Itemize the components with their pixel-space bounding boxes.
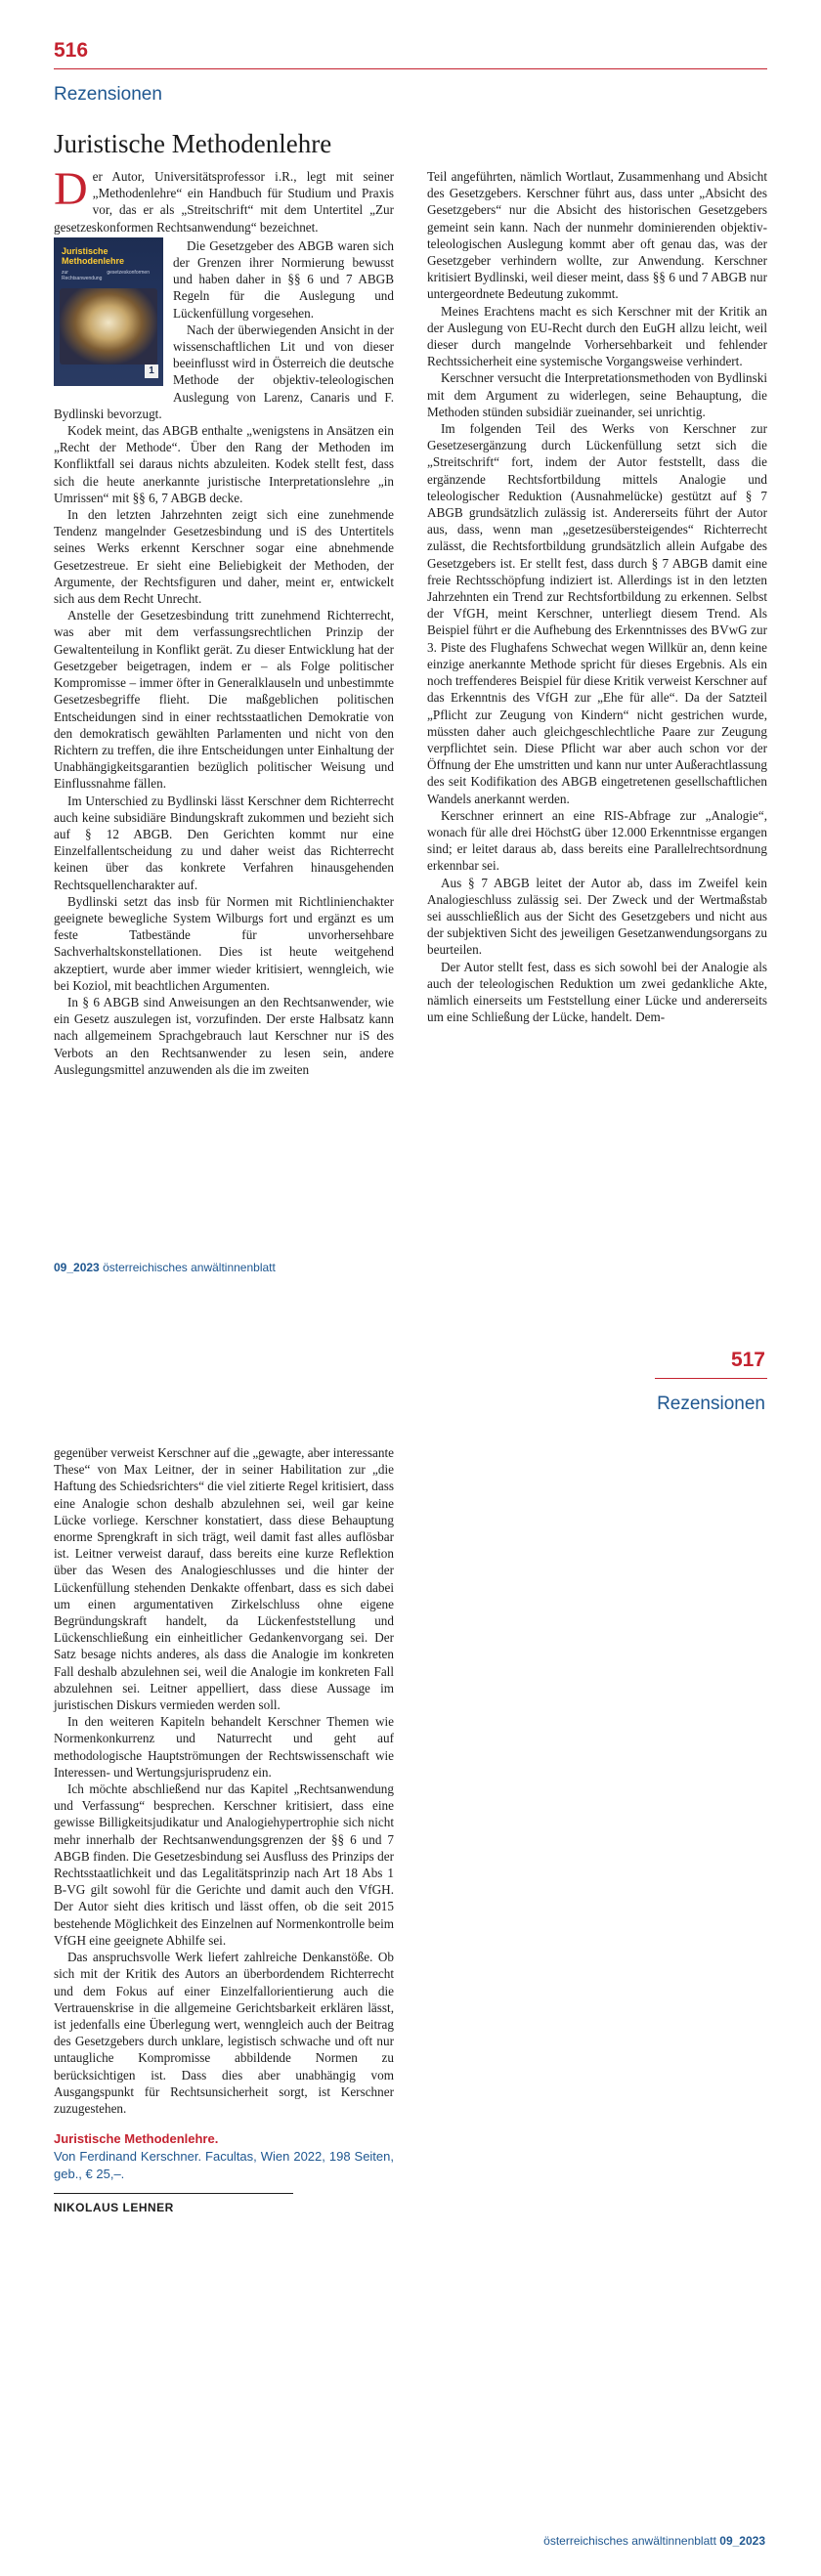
cover-title: Juristische Methodenlehre [62,245,125,266]
article-title: Juristische Methodenlehre [54,129,332,158]
header-rule [54,68,767,69]
page-517 [0,1309,821,2576]
paragraph: Bydlinski setzt das insb für Normen mit Richtlinienchakter geeignete bewegliche System Wilburgs fort und ergänzt es um feste Tatbestände für unvorhersehbare Sachverhaltskonstellationen. Dies ist heute weitgehend akzeptiert, wurde aber immer wieder kritisiert, wenngleich, wie bei Koziol, mit beachtlichen Argumenten. [54,893,394,993]
main-column [54,1444,394,2216]
paragraph: In den weiteren Kapiteln behandelt Kerschner Themen wie Normenkonkurrenz und Naturrecht und geht auf methodologische Hauptströmungen der Rechtswissenschaft wie Interessen- und Wertungsjurisprudenz ein. [54,1714,394,1780]
cover-volume: 1 [145,365,158,378]
paragraph: gegenüber verweist Kerschner auf die „gewagte, aber interessante These“ von Max Leitner, der in seiner Habilitation zur „die Haftung des Schiedsrichters“ die viel zitierte Regel kritisiert, dass eine Analogie schon deshalb abzulehnen sei, weil gar keine Lücke vorliege. Kerschner konstatiert, dass diese Behauptung enorme Sprengkraft in sich trägt, weil damit fast alles auflösbar ist. Leitner verweist darauf, dass bereits eine kurze Reflektion über das Wesen des Analogieschlusses und die hinter der Lückenfüllung stehenden Denkakte offenbart, dass es sich dabei um einen argumentativen Zirkelschluss ohne eigene Begründungskraft handelt, da Lückenfeststellung und Lückenschließung ein einheitlicher Gedankenvorgang sei. Der Satz besage nichts anderes, als dass die Analogie im konkreten Fall deshalb abzulehnen sei, weil die Analogie im konkreten Fall abzulehnen sei. Leitner appelliert, dass diese Aussage im juristischen Diskurs vermieden werden soll. [54,1445,394,1713]
footer-issue: 09_2023 [719,2534,765,2548]
divider [54,2193,293,2194]
paragraph: Kerschner erinnert an eine RIS-Abfrage zur „Analogie“, wonach für alle drei HöchstG über 12.000 Erkenntnisse ergangen sind; er leitet daraus ab, dass bereits eine Parallelrechtsordnung erkennbar sei. [427,807,767,874]
paragraph: Juristische Methodenlehre zur gesetzeskonformen Rechtsanwendung 1 Die Gesetzgeber des ABGB waren sich der Grenzen ihrer Normierung bewusst und haben daher in §§ 6 und 7 ABGB Regeln für die Auslegung und Lückenfüllung vorgesehen. [54,237,394,322]
dropcap-letter: D [54,163,88,215]
book-title: Juristische Methodenlehre. [54,2131,219,2147]
paragraph: Teil angeführten, nämlich Wortlaut, Zusammenhang und Absicht des Gesetzgebers. Kerschner führt aus, dass unter „Absicht des Gesetzgebers“ nur die Absicht des historischen Gesetzgebers gemeint sein kann. Nach der nunmehr dominierenden objektiv-teleologischen Auslegung kommt aber oft genau das, was der Gesetzgeber verhindern wollte, zur Anwendung. Kerschner kritisiert Bydlinski, weil dieser meint, dass §§ 6 und 7 ABGB nur untergeordnete Bedeutung zukommt. [427,169,767,302]
footer-journal: österreichisches anwältinnenblatt [543,2534,716,2548]
cover-artwork [60,288,157,365]
footer-issue: 09_2023 [54,1261,100,1274]
paragraph: In § 6 ABGB sind Anweisungen an den Rechtsanwender, wie ein Gesetz auszulegen ist, vorzufinden. Der erste Halbsatz kann nach allgemeinem Sprachgebrauch laut Kerschner nur iS des Verbots an den Rechtsanwender zu lesen sein, andere Auslegungsmittel anzuwenden als die im zweiten [54,994,394,1077]
section-title: Rezensionen [657,1394,765,1414]
paragraph: Nach der überwiegenden Ansicht in der wissenschaftlichen Lit und von dieser beeinflusst wird in Österreich die deutsche Methode der objektiv-teleologischen Auslegung von Larenz, Canaris und F. Bydlinski bevorzugt. [54,322,394,421]
page-footer [54,1261,276,1274]
paragraph: Das anspruchsvolle Werk liefert zahlreiche Denkanstöße. Ob sich mit der Kritik des Autors an überbordendem Richterrecht und dem Fokus auf einer Einzelfallorientierung auch die Vertrauenskrise in die allgemeine Gerichtsbarkeit erklären lässt, ist jedenfalls eine Überlegung wert, wenngleich auch der Beitrag des Gesetzgebers durch unklare, legistisch schwache und oft nur untaugliche Kompromisse abbildende Normen zu berücksichtigen ist. Dass dies aber unabhängig vom Ausgangspunkt für Rechtsunsicherheit sorgt, ist Kerschner zuzugestehen. [54,1950,394,2116]
section-title: Rezensionen [54,84,162,105]
page-number: 517 [730,1349,765,1371]
book-details: Von Ferdinand Kerschner. Facultas, Wien 2022, 198 Seiten, geb., € 25,–. [54,2149,394,2182]
paragraph: Im folgenden Teil des Werks von Kerschner zur Gesetzesergänzung durch Lückenfüllung setzt sich die „Streitschrift“ fort, indem der Autor feststellt, dass die ergänzende Rechtsfortbildung mittels Analogie und teleologischer Reduktion (Ausnahmelücke) gestützt auf § 7 ABGB grundsätzlich zulässig ist. Andererseits führt der Autor aus, dass, wenn man „gesetzesübersteigendes“ Richterrecht zulässt, die Rechtsfortbildung grundsätzlich allein Aufgabe des Gesetzgebers ist. Er stellt fest, dass durch § 7 ABGB damit eine freie Rechtsschöpfung indiziert ist. Allerdings ist in den letzten Jahrzehnten ein Trend zur Rechtsfortbildung zu erkennen. Selbst der VfGH, meint Kerschner, unterliegt diesem Trend. Als Beispiel führt er die Aufhebung des Erkenntnisses des BVwG zur 3. Piste des Flughafens Schwechat wegen Willkür an, denn keine einzige anerkannte Methode spricht für dieses Ergebnis. Als ein noch treffenderes Beispiel für diese Kritik verweist Kerschner auf das Erkenntnis des VfGH zur „Ehe für alle“. Da der Satzteil „Pflicht zur Zeugung von Kindern“ nicht gestrichen wurde, müssten daher auch gleichgeschlechtliche Paare zur Zeugung verpflichtet sein. Diese Pflicht war aber auch schon vor der Öffnung der Ehe umstritten und kann nur unter Außerachtlassung des seit Kodifikation des ABGB eingetretenen gesellschaftlichen Wandels anerkannt werden. [427,421,767,806]
page-footer [543,2534,765,2548]
left-column [54,163,394,1078]
header-rule [655,1378,767,1379]
book-info-box [54,2130,394,2216]
paragraph: Kerschner versucht die Interpretationsmethoden von Bydlinski mit dem Argument zu widerlegen, seine Behauptung, die Methoden stünden subsidiär zueinander, sei unrichtig. [427,370,767,419]
paragraph: Anstelle der Gesetzesbindung tritt zunehmend Richterrecht, was aber mit dem verfassungsrechtlichen Prinzip der Gewaltenteilung in Konflikt gerät. Zu dieser Entwicklung hat der Gesetzgeber beigetragen, indem er – als Folge politischer Kompromisse – immer öfter in Generalklauseln und unbestimmte Gesetzesbegriffe flieht. Die maßgeblichen politischen Entscheidungen sind in einer rechtsstaatlichen Demokratie von den demokratisch gewählten Parlamenten und nicht von den Richtern zu treffen, die ihre Entscheidungen unter Einhaltung der Unabhängigkeitsgarantien bezüglich politischer Weisung und Einflussnahme fällen. [54,608,394,792]
right-column [427,168,767,1025]
footer-journal: österreichisches anwältinnenblatt [103,1261,276,1274]
paragraph: Kodek meint, das ABGB enthalte „wenigstens in Ansätzen ein „Recht der Methode“. Über den Rang der Methoden im Konfliktfall sei daraus nichts abzuleiten. Kodek stellt fest, dass sich die heute anerkannte juristische Interpretationslehre „in Umrissen“ mit §§ 6, 7 ABGB decke. [54,423,394,505]
book-cover-image [54,237,163,386]
paragraph: Im Unterschied zu Bydlinski lässt Kerschner dem Richterrecht auch keine subsidiäre Bindungskraft zukommen und bezieht sich auf § 12 ABGB. Den Gerichten kommt nur eine Einzelfallentscheidung zu und daher weist das Richterrecht keinen über das konkrete Verfahren hinausgehenden Rechtsquellencharakter auf. [54,793,394,892]
reviewer-name: NIKOLAUS LEHNER [54,2201,174,2215]
paragraph: Ich möchte abschließend nur das Kapitel „Rechtsanwendung und Verfassung“ besprechen. Kerschner kritisiert, dass eine gewisse Billigkeitsjudikatur und Analogiehypertrophie sich nicht mehr innerhalb der Rechtsanwendungsgrenzen der §§ 6 und 7 ABGB finden. Die Gesetzesbindung sei Ausfluss des Prinzips der Rechtsstaatlichkeit und das Legalitätsprinzip nach Art 18 Abs 1 B-VG gilt sowohl für die Gerichte und damit auch den VfGH. Der Autor sieht dies kritisch und lässt offen, ob die seit 2015 bestehende Möglichkeit des Einzelnen auf Normenkontrolle beim VfGH eine geeignete Abhilfe sei. [54,1782,394,1948]
paragraph: In den letzten Jahrzehnten zeigt sich eine zunehmende Tendenz mangelnder Gesetzesbindung und iS des Untertitels seines Werks erkennt Kerschner sogar eine abnehmende Gesetzestreue. Er sieht eine Beliebigkeit der Methoden, der Argumente, der Rechtsfiguren und daher, meint er, entwickelt sich aus dem Recht Unrecht. [54,507,394,607]
cover-subtitle: zur gesetzeskonformen Rechtsanwendung [62,269,150,281]
paragraph: Meines Erachtens macht es sich Kerschner mit der Kritik an der Auslegung von EU-Recht durch den EuGH allzu leicht, weil dieser durch mangelnde Vorhersehbarkeit und fehlender Rechtssicherheit eine systemische Vorgangsweise verhindert. [427,303,767,369]
paragraph: Der Autor, Universitätsprofessor i.R., legt mit seiner „Methodenlehre“ ein Handbuch für Studium und Praxis vor, das er als „Streitschrift“ mit dem Untertitel „Zur gesetzeskonformen Rechtsanwendung“ bezeichnet. [54,163,394,235]
page-number: 516 [54,39,89,62]
paragraph: Der Autor stellt fest, dass es sich sowohl bei der Analogie als auch der teleologischen Reduktion um zwei gedankliche Akte, nämlich einerseits um Feststellung einer Lücke und andererseits um eine Schließung der Lücke, handelt. Dem- [427,959,767,1025]
paragraph: Aus § 7 ABGB leitet der Autor ab, dass im Zweifel kein Analogieschluss zulässig sei. Der Zweck und der Wertmaßstab sei ausschließlich aus der Sicht des Gesetzgebers und nicht aus der subjektiven Sicht des jeweiligen Gesetzanwendungsorgans zu beurteilen. [427,875,767,958]
